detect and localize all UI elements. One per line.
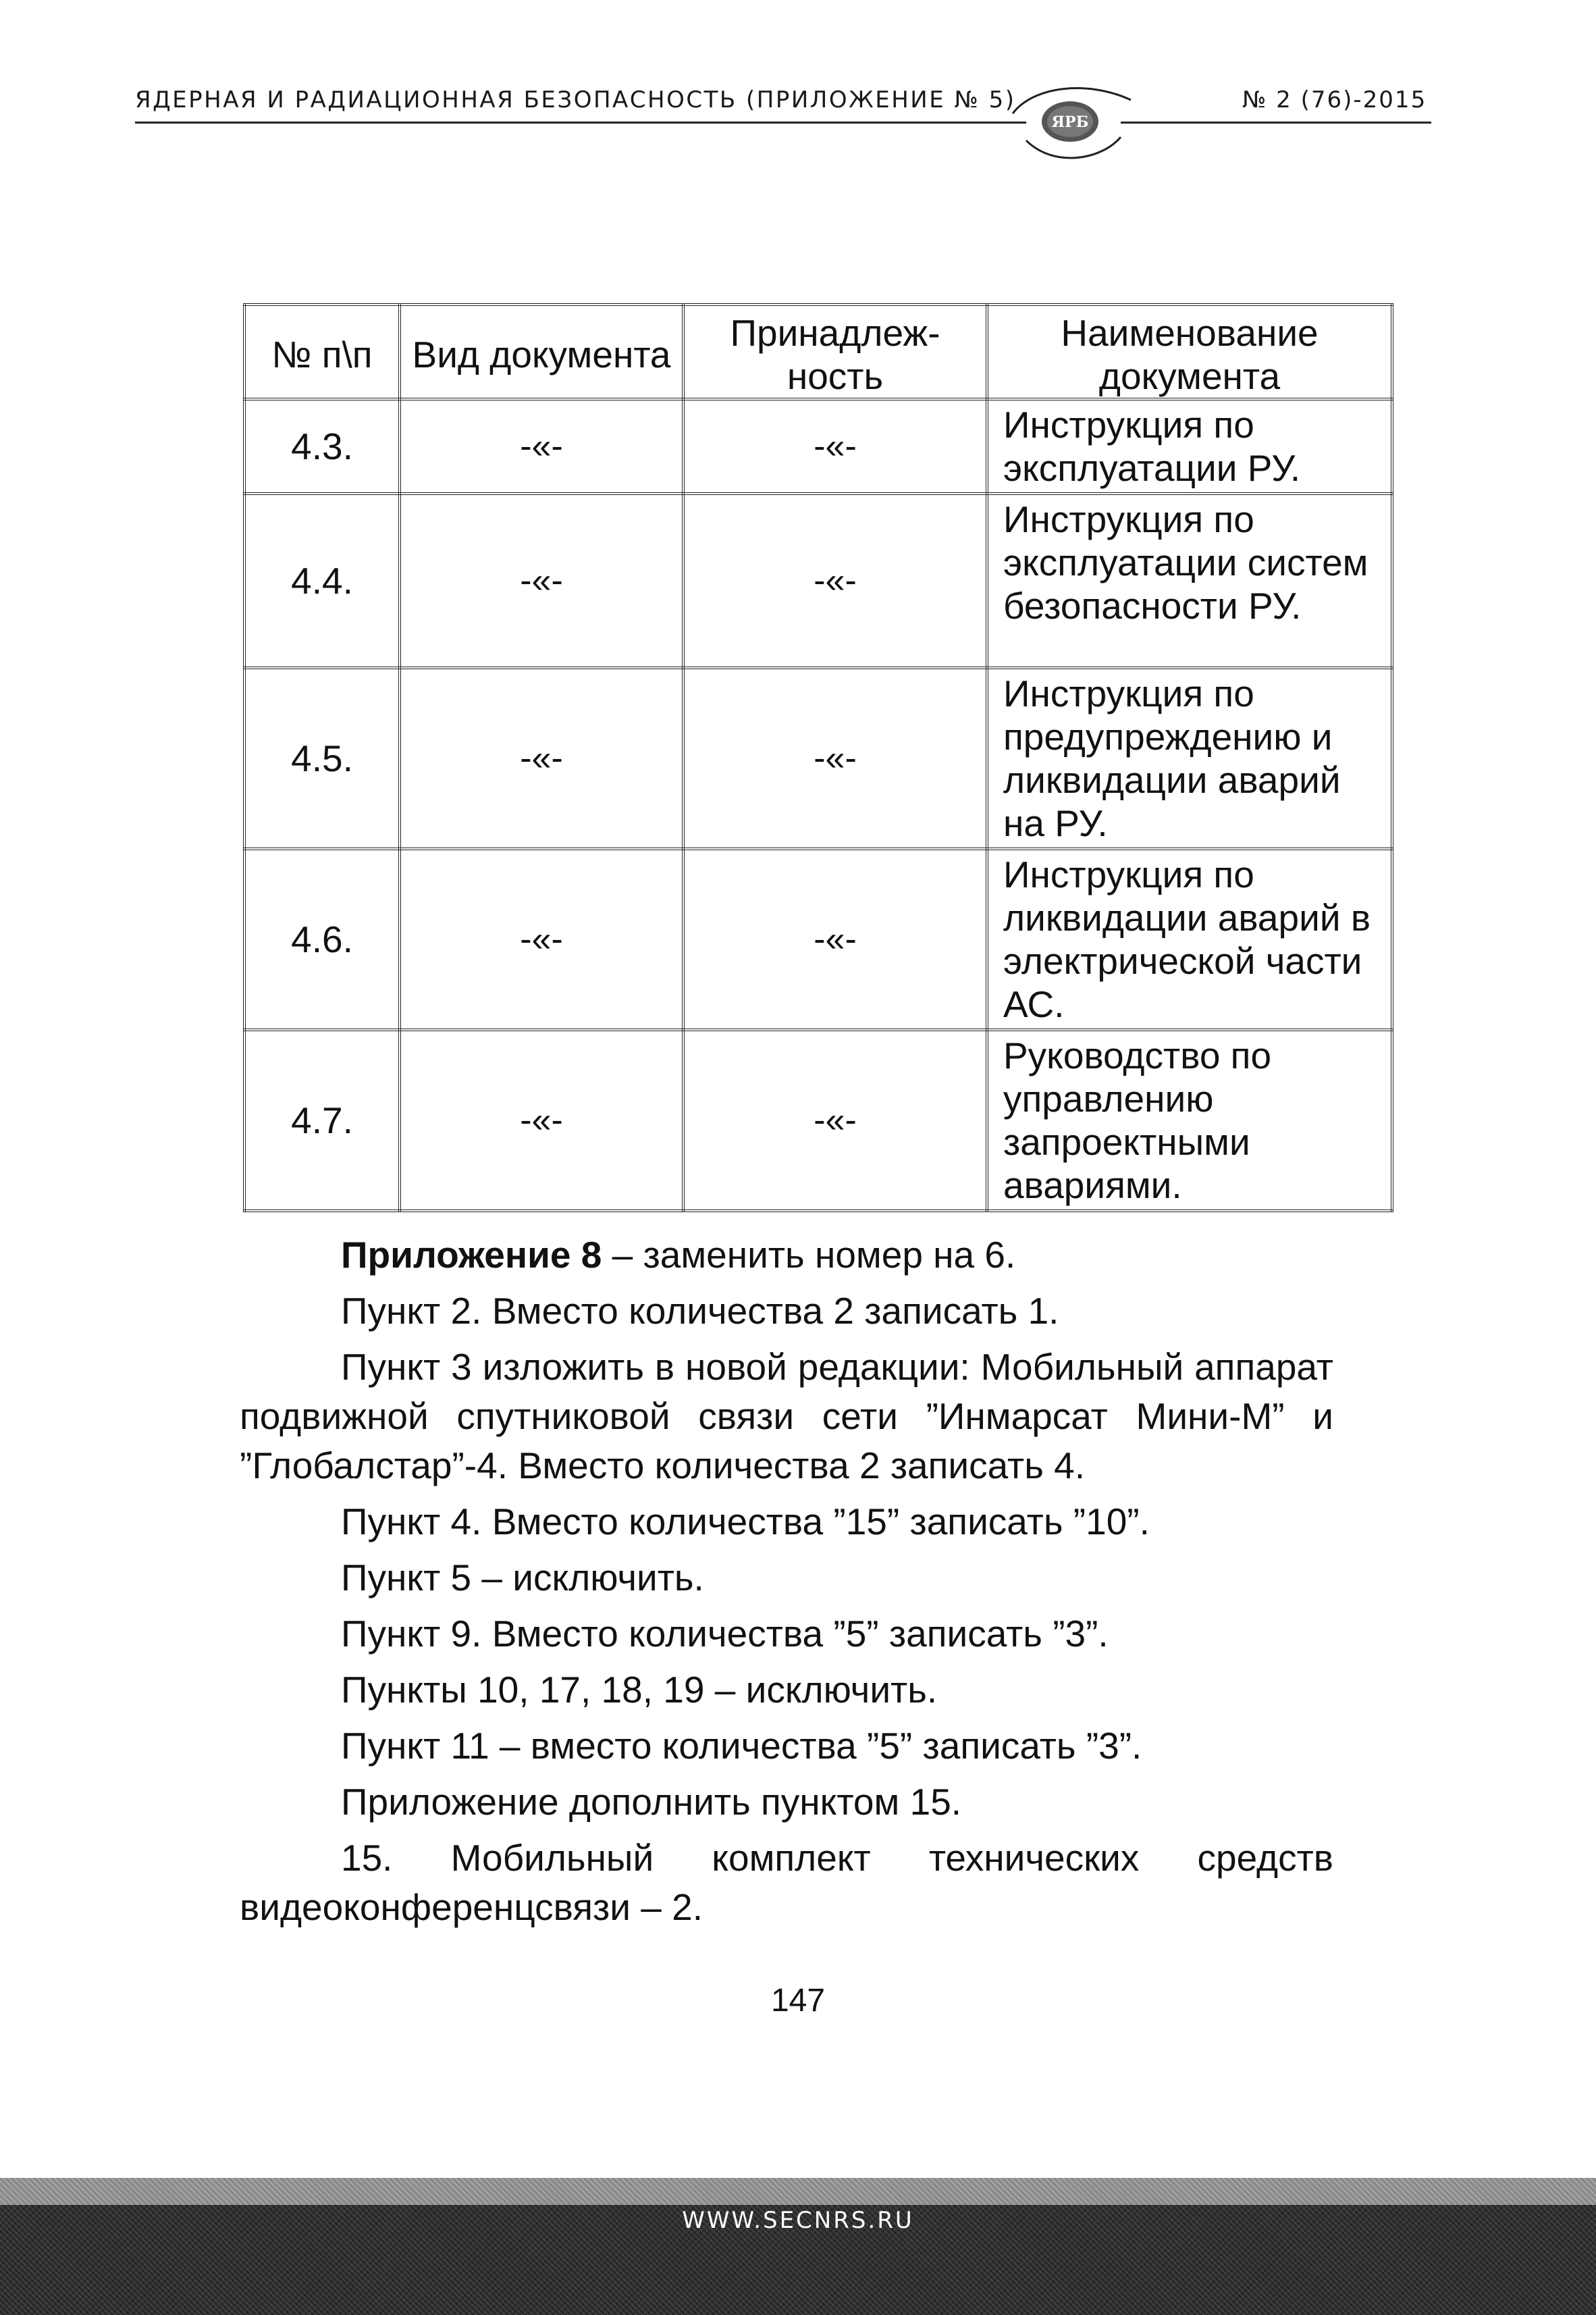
paragraph: Пункт 2. Вместо количества 2 записать 1. xyxy=(341,1290,1059,1332)
page-header xyxy=(0,0,1596,176)
row-doc-type: -«- xyxy=(400,399,683,494)
table-row xyxy=(244,1030,1392,1211)
row-doc-type: -«- xyxy=(400,1030,683,1211)
header-doc-name: Наименование документа xyxy=(987,305,1392,399)
paragraph: Пункт 9. Вместо количества ”5” записать ”3”. xyxy=(341,1613,1109,1655)
row-belonging: -«- xyxy=(683,668,987,849)
paragraph: Приложение дополнить пунктом 15. xyxy=(341,1781,962,1823)
row-belonging: -«- xyxy=(683,1030,987,1211)
appendix-label: Приложение 8 xyxy=(341,1234,602,1276)
row-num: 4.5. xyxy=(244,668,400,849)
paragraph: Пункты 10, 17, 18, 19 – исключить. xyxy=(341,1669,938,1711)
paragraph: 15. Мобильный комплект технических средств видеоконференцсвязи – 2. xyxy=(240,1837,1333,1928)
paragraph: Пункт 11 – вместо количества ”5” записать ”3”. xyxy=(341,1725,1142,1767)
table-row xyxy=(244,849,1392,1030)
row-belonging: -«- xyxy=(683,849,987,1030)
journal-title: ЯДЕРНАЯ И РАДИАЦИОННАЯ БЕЗОПАСНОСТЬ (ПРИЛОЖЕНИЕ № 5) xyxy=(135,86,1016,113)
header-rule-left xyxy=(135,122,1026,124)
row-belonging: -«- xyxy=(683,494,987,668)
row-num: 4.7. xyxy=(244,1030,400,1211)
header-rule-right xyxy=(1121,122,1431,124)
row-doc-type: -«- xyxy=(400,849,683,1030)
row-doc-type: -«- xyxy=(400,668,683,849)
journal-logo-icon xyxy=(1006,73,1134,167)
row-doc-name: Руководство по управлению запроектными авариями. xyxy=(987,1030,1392,1211)
row-doc-type: -«- xyxy=(400,494,683,668)
paragraph: Пункт 3 изложить в новой редакции: Мобильный аппарат подвижной спутниковой связи сети ”Инмарсат Мини-М” и ”Глобалстар”-4. Вместо количества 2 записать 4. xyxy=(240,1346,1333,1486)
paragraph: Пункт 5 – исключить. xyxy=(341,1557,704,1598)
appendix-rest: – заменить номер на 6. xyxy=(602,1234,1016,1276)
svg-text:ЯРБ: ЯРБ xyxy=(1051,113,1089,131)
table-header-row xyxy=(244,305,1392,399)
appendix-paragraph xyxy=(240,1230,1333,1280)
page-number: 147 xyxy=(770,1983,826,2019)
row-belonging: -«- xyxy=(683,399,987,494)
row-doc-name: Инструкция по эксплуатации систем безопасности РУ. xyxy=(987,494,1392,668)
row-doc-name: Инструкция по ликвидации аварий в электрической части АС. xyxy=(987,849,1392,1030)
table-row xyxy=(244,494,1392,668)
table-row xyxy=(244,399,1392,494)
body-text xyxy=(240,1230,1333,1932)
paragraph: Пункт 4. Вместо количества ”15” записать ”10”. xyxy=(341,1501,1150,1542)
header-belonging: Принадлеж-ность xyxy=(683,305,987,399)
row-num: 4.3. xyxy=(244,399,400,494)
row-num: 4.4. xyxy=(244,494,400,668)
row-num: 4.6. xyxy=(244,849,400,1030)
header-num: № п\п xyxy=(244,305,400,399)
footer-stripe xyxy=(0,2178,1596,2205)
documents-table xyxy=(243,303,1393,1212)
row-doc-name: Инструкция по предупреждению и ликвидации аварий на РУ. xyxy=(987,668,1392,849)
issue-number: № 2 (76)-2015 xyxy=(1242,86,1427,113)
header-doc-type: Вид документа xyxy=(400,305,683,399)
row-doc-name: Инструкция по эксплуатации РУ. xyxy=(987,399,1392,494)
footer-url: WWW.SECNRS.RU xyxy=(682,2207,914,2234)
table-row xyxy=(244,668,1392,849)
